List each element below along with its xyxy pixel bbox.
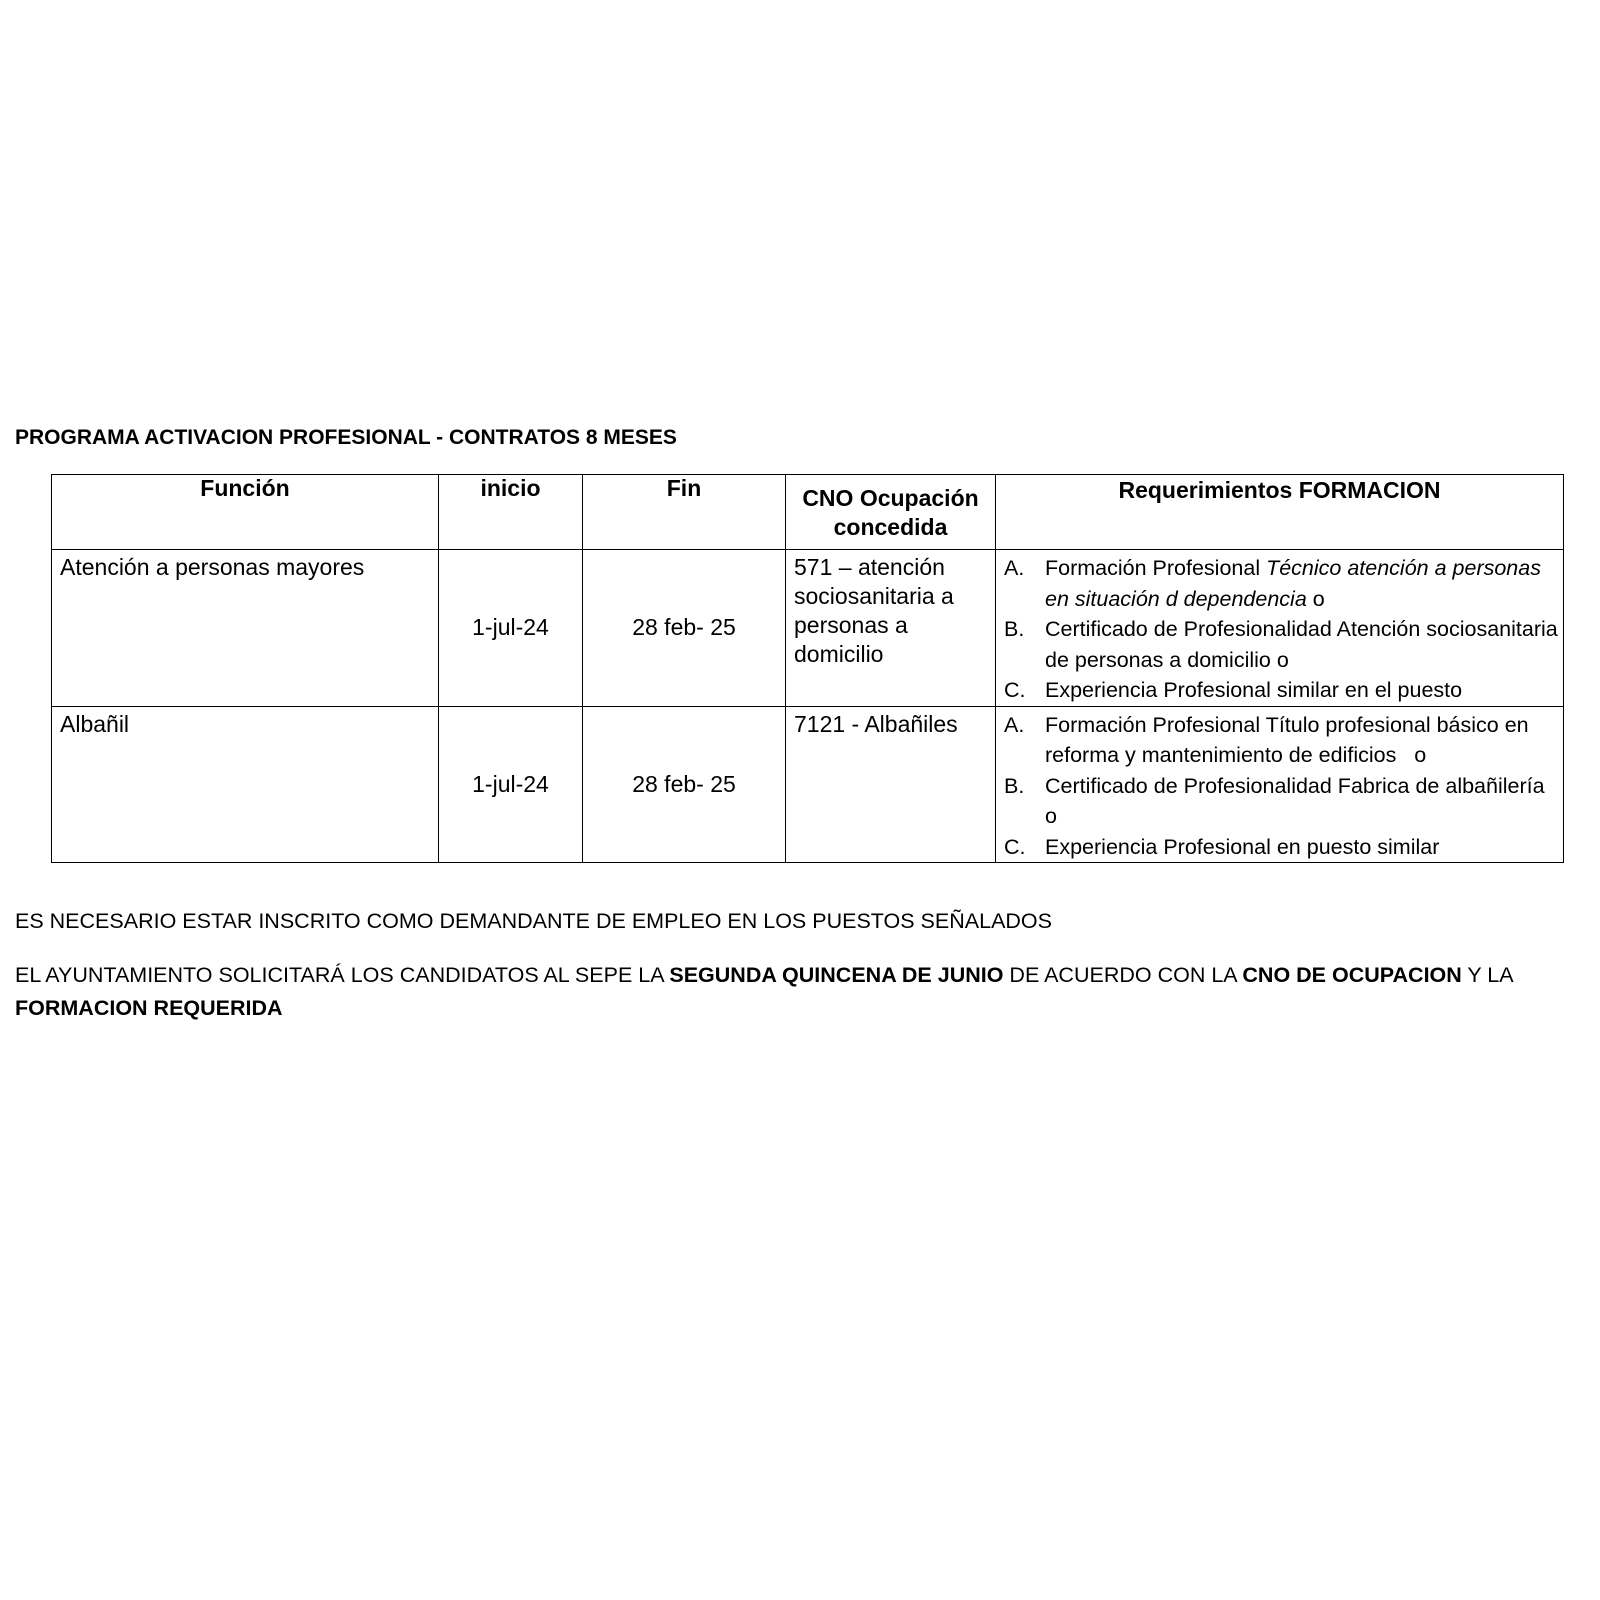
registration-note: ES NECESARIO ESTAR INSCRITO COMO DEMANDANTE DE EMPLEO EN LOS PUESTOS SEÑALADOS: [15, 909, 1052, 933]
document-title: PROGRAMA ACTIVACION PROFESIONAL - CONTRATOS 8 MESES: [15, 426, 677, 449]
requirement-text: Certificado de Profesionalidad Fabrica de albañilería o: [1045, 773, 1545, 828]
cell-inicio: 1-jul-24: [439, 550, 583, 707]
requirement-suffix: o: [1306, 586, 1325, 611]
request-note-bold-period: SEGUNDA QUINCENA DE JUNIO: [669, 963, 1004, 987]
header-inicio: inicio: [439, 475, 583, 550]
requirement-letter: A.: [1004, 556, 1025, 580]
cell-requerimientos: [996, 550, 1564, 707]
requirement-item: [1004, 832, 1559, 863]
requirement-text: Formación Profesional: [1045, 556, 1267, 580]
cell-fin: 28 feb- 25: [583, 706, 786, 863]
header-requerimientos: Requerimientos FORMACION: [996, 475, 1564, 550]
requirement-item: [1004, 553, 1559, 614]
cell-cno: 7121 - Albañiles: [786, 706, 996, 863]
requirement-text: Experiencia Profesional en puesto similar: [1045, 834, 1440, 859]
header-fin: Fin: [583, 475, 786, 550]
cell-fin: 28 feb- 25: [583, 550, 786, 707]
cell-inicio: 1-jul-24: [439, 706, 583, 863]
request-note-text: EL AYUNTAMIENTO SOLICITARÁ LOS CANDIDATOS AL SEPE LA: [15, 963, 670, 987]
requirement-item: [1004, 675, 1559, 706]
table-row: [52, 706, 1564, 863]
requirement-item: [1004, 614, 1559, 675]
requirement-text: Experiencia Profesional similar en el puesto: [1045, 678, 1463, 702]
requirement-letter: B.: [1004, 617, 1025, 641]
requirement-text: Formación Profesional Título profesional básico en reforma y mantenimiento de edificios o: [1045, 712, 1535, 767]
requirement-letter: C.: [1004, 834, 1026, 859]
table-header-row: [52, 475, 1564, 550]
requirement-text: Certificado de Profesionalidad Atención sociosanitaria de personas a domicilio o: [1045, 617, 1558, 672]
requirement-letter: A.: [1004, 712, 1025, 737]
cell-requerimientos: [996, 706, 1564, 863]
request-note-text: Y LA: [1461, 963, 1513, 987]
request-note-bold-formacion: FORMACION REQUERIDA: [15, 996, 283, 1020]
header-funcion: Función: [52, 475, 439, 550]
requirement-letter: B.: [1004, 773, 1025, 798]
cell-funcion: Albañil: [52, 706, 439, 863]
request-note-text: DE ACUERDO CON LA: [1003, 963, 1243, 987]
requirement-item: [1004, 710, 1559, 771]
request-note: [15, 959, 1590, 1025]
requirement-item: [1004, 771, 1559, 832]
requirement-letter: C.: [1004, 678, 1026, 702]
cell-cno: 571 – atención sociosanitaria a personas a domicilio: [786, 550, 996, 707]
header-cno: CNO Ocupación concedida: [786, 475, 996, 550]
requirement-italic-text: Técnico atención a personas en situación d dependencia: [1045, 556, 1541, 611]
requirements-table: [51, 474, 1564, 863]
request-note-bold-cno: CNO DE OCUPACION: [1242, 963, 1462, 987]
table-row: [52, 550, 1564, 707]
cell-funcion: Atención a personas mayores: [52, 550, 439, 707]
